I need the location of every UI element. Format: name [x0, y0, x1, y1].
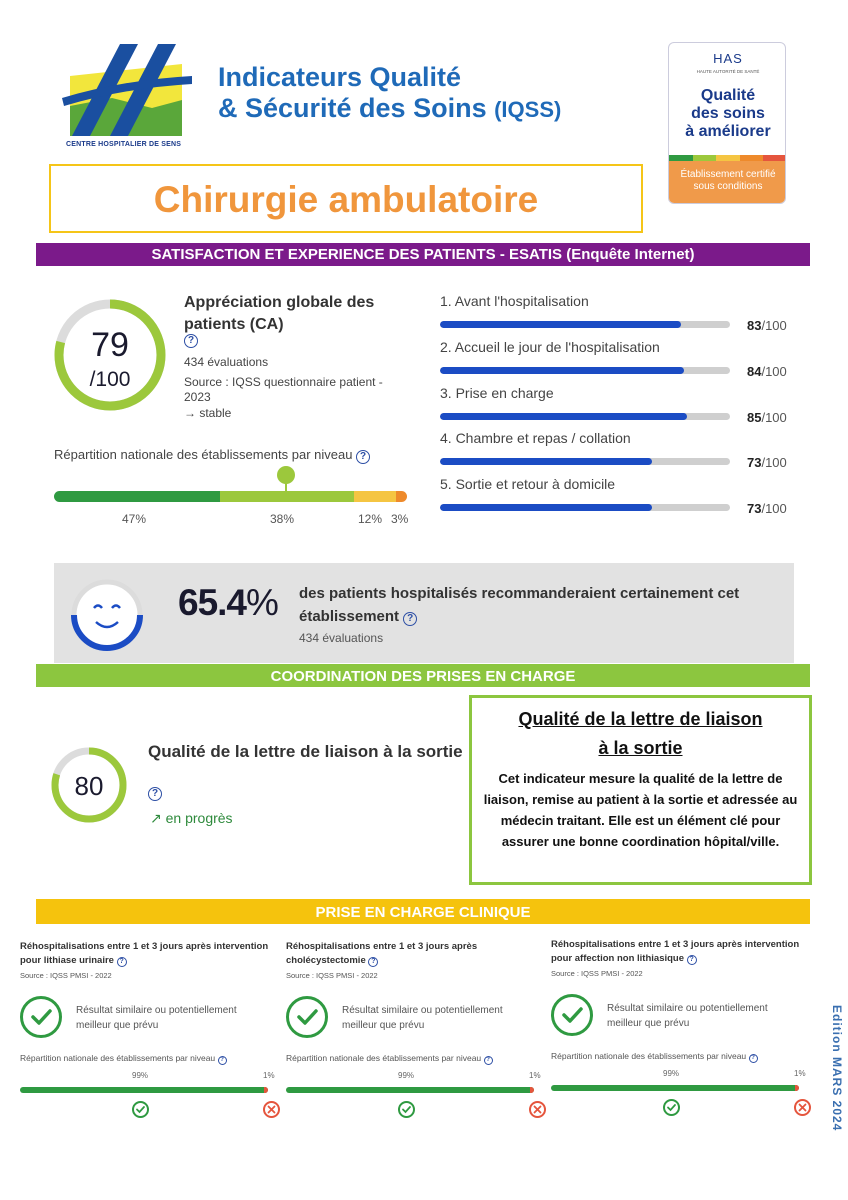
has-status-line: Qualité — [700, 87, 756, 104]
clinical-result: Résultat similaire ou potentiellement meilleur que prévu — [607, 1003, 768, 1029]
check-circle-icon — [551, 994, 593, 1036]
iqss-title-line1: Indicateurs Qualité — [218, 62, 462, 92]
cross-circle-icon — [794, 1099, 811, 1116]
clinical-result: Résultat similaire ou potentiellement meilleur que prévu — [76, 1005, 237, 1031]
recommendation-pct — [178, 582, 278, 624]
clinical-repartition-label — [20, 1053, 227, 1065]
ca-title: Appréciation globale des patients (CA) — [184, 294, 375, 333]
ll-title: Qualité de la lettre de liaison à la sortie — [148, 742, 463, 761]
sub-score-value — [747, 501, 787, 516]
clinical-repartition-text: Répartition nationale des établissements par niveau — [20, 1053, 216, 1063]
recommendation-text-body: des patients hospitalisés recommanderaient certainement cet établissement — [299, 585, 740, 625]
sub-score-label: 3. Prise en charge — [440, 385, 554, 401]
ca-score-gauge — [53, 298, 167, 412]
clinical-repartition-label — [286, 1053, 493, 1065]
clinical-title-text: Réhospitalisations entre 1 et 3 jours après cholécystectomie — [286, 941, 478, 966]
sub-score-label: 1. Avant l'hospitalisation — [440, 293, 589, 309]
sub-score-bar — [440, 321, 730, 328]
clinical-title-text: Réhospitalisations entre 1 et 3 jours après intervention pour affection non lithiasique — [551, 939, 800, 964]
iqss-title — [218, 62, 561, 125]
sub-score-number: 73 — [747, 501, 762, 516]
repartition-pct: 38% — [270, 512, 295, 526]
ll-trend: ↗ en progrès — [150, 810, 233, 826]
help-icon[interactable]: ? — [749, 1054, 758, 1063]
has-certification-status — [669, 161, 786, 204]
iqss-title-line2: & Sécurité des Soins — [218, 93, 487, 123]
clinical-pct-ko: 1% — [263, 1071, 275, 1080]
ll-info-box — [469, 695, 812, 885]
has-status-line: à améliorer — [685, 123, 771, 140]
cross-circle-icon — [263, 1101, 280, 1118]
section-band-coordination: COORDINATION DES PRISES EN CHARGE — [36, 664, 810, 687]
hospital-logo — [52, 36, 202, 151]
has-cert-line: Établissement certifié — [680, 169, 776, 180]
clinical-pct-ok: 99% — [398, 1071, 415, 1080]
recommendation-value: 65.4 — [178, 582, 247, 623]
check-circle-icon — [398, 1101, 415, 1118]
clinical-result: Résultat similaire ou potentiellement meilleur que prévu — [342, 1005, 503, 1031]
has-certification-badge — [668, 42, 786, 204]
ll-info-text: Cet indicateur mesure la qualité de la lettre de liaison, remise au patient à la sortie et adressée au médecin traitant. Elle est un élément clé pour assurer une bonne coordination hôpital/ville. — [483, 771, 798, 849]
clinical-source: Source : IQSS PMSI - 2022 — [20, 971, 112, 980]
clinical-repartition-bar — [20, 1087, 268, 1093]
sub-score-bar — [440, 504, 730, 511]
section-band-satisfaction: SATISFACTION ET EXPERIENCE DES PATIENTS - ESATIS (Enquête Internet) — [36, 243, 810, 266]
check-circle-icon — [132, 1101, 149, 1118]
clinical-bar-red-segment — [530, 1087, 534, 1093]
sub-score-value — [747, 455, 787, 470]
ll-info-title-line: Qualité de la lettre de liaison — [518, 709, 763, 729]
clinical-title-text: Réhospitalisations entre 1 et 3 jours après intervention pour lithiase urinaire — [20, 941, 269, 966]
help-icon[interactable]: ? — [184, 334, 198, 348]
clinical-source: Source : IQSS PMSI - 2022 — [286, 971, 378, 980]
page-title-box — [49, 164, 643, 233]
repartition-bar — [54, 491, 407, 502]
clinical-title — [20, 940, 275, 968]
help-icon[interactable]: ? — [484, 1056, 493, 1065]
clinical-repartition-bar — [551, 1085, 799, 1091]
recommendation-evaluations: 434 évaluations — [299, 631, 384, 645]
smiley-icon — [70, 578, 144, 652]
repartition-segment — [54, 491, 220, 502]
repartition-segment — [354, 491, 396, 502]
help-icon[interactable]: ? — [218, 1056, 227, 1065]
cross-circle-icon — [529, 1101, 546, 1118]
sub-score-label: 5. Sortie et retour à domicile — [440, 476, 616, 492]
sub-score-denominator: /100 — [761, 501, 787, 516]
repartition-pct: 47% — [122, 512, 147, 526]
has-cert-line: sous conditions — [693, 181, 763, 192]
check-circle-icon — [663, 1099, 680, 1116]
sub-score-denominator: /100 — [761, 364, 787, 379]
sub-score-fill — [440, 413, 687, 420]
ll-score-value: 80 — [74, 771, 104, 801]
help-icon[interactable]: ? — [148, 787, 162, 801]
check-circle-icon — [286, 996, 328, 1038]
clinical-repartition-text: Répartition nationale des établissements par niveau — [286, 1053, 482, 1063]
has-status-line: des soins — [691, 105, 765, 122]
sub-score-value — [747, 410, 787, 425]
ca-score-denominator: /100 — [89, 368, 131, 391]
edition-label: Edition MARS 2024 — [830, 1005, 844, 1132]
clinical-source: Source : IQSS PMSI - 2022 — [551, 969, 643, 978]
recommendation-text — [299, 582, 779, 628]
hospital-caption: CENTRE HOSPITALIER DE SENS — [66, 141, 182, 148]
sub-score-number: 85 — [747, 410, 762, 425]
sub-score-bar — [440, 413, 730, 420]
clinical-bar-red-segment — [795, 1085, 799, 1091]
ll-info-title-line: à la sortie — [598, 738, 683, 758]
sub-score-fill — [440, 458, 652, 465]
sub-score-value — [747, 364, 787, 379]
help-icon[interactable]: ? — [403, 612, 417, 626]
repartition-pct: 3% — [391, 512, 409, 526]
page-title: Chirurgie ambulatoire — [153, 179, 539, 220]
clinical-repartition-label — [551, 1051, 758, 1063]
sub-score-number: 84 — [747, 364, 762, 379]
sub-score-fill — [440, 504, 652, 511]
repartition-label — [54, 447, 370, 464]
sub-score-denominator: /100 — [761, 318, 787, 333]
help-icon[interactable]: ? — [356, 450, 370, 464]
help-icon[interactable]: ? — [117, 957, 127, 967]
repartition-segment — [220, 491, 354, 502]
clinical-title — [551, 938, 806, 966]
clinical-pct-ko: 1% — [529, 1071, 541, 1080]
has-subtitle: HAUTE AUTORITÉ DE SANTÉ — [696, 69, 760, 74]
recommendation-unit: % — [246, 582, 278, 623]
clinical-pct-ok: 99% — [663, 1069, 680, 1078]
clinical-repartition-bar — [286, 1087, 534, 1093]
clinical-pct-ok: 99% — [132, 1071, 149, 1080]
help-icon[interactable]: ? — [368, 957, 378, 967]
sub-score-label: 4. Chambre et repas / collation — [440, 430, 631, 446]
iqss-abbr: (IQSS) — [494, 97, 562, 122]
ll-score-gauge — [50, 746, 128, 824]
clinical-indicator — [286, 940, 541, 1080]
sub-score-denominator: /100 — [761, 455, 787, 470]
sub-score-number: 83 — [747, 318, 762, 333]
repartition-segment — [396, 491, 407, 502]
help-icon[interactable]: ? — [687, 955, 697, 965]
sub-score-fill — [440, 367, 684, 374]
sub-score-number: 73 — [747, 455, 762, 470]
ca-score-value: 79 — [91, 326, 129, 364]
ll-info-title — [472, 705, 809, 763]
clinical-indicator — [551, 938, 806, 1078]
sub-score-bar — [440, 458, 730, 465]
ca-source: Source : IQSS questionnaire patient - 2023 — [184, 375, 383, 404]
clinical-indicator — [20, 940, 275, 1080]
sub-score-denominator: /100 — [761, 410, 787, 425]
ca-evaluations: 434 évaluations — [184, 355, 269, 369]
clinical-bar-red-segment — [264, 1087, 268, 1093]
check-circle-icon — [20, 996, 62, 1038]
repartition-label-text: Répartition nationale des établissements par niveau — [54, 447, 353, 462]
clinical-title — [286, 940, 541, 968]
sub-score-label: 2. Accueil le jour de l'hospitalisation — [440, 339, 660, 355]
sub-score-fill — [440, 321, 681, 328]
clinical-repartition-text: Répartition nationale des établissements par niveau — [551, 1051, 747, 1061]
ca-trend: → stable — [184, 406, 232, 420]
has-status — [669, 87, 786, 141]
has-logo: HAS — [713, 51, 743, 66]
clinical-pct-ko: 1% — [794, 1069, 806, 1078]
sub-score-bar — [440, 367, 730, 374]
repartition-pct: 12% — [358, 512, 383, 526]
sub-score-value — [747, 318, 787, 333]
section-band-clinical: PRISE EN CHARGE CLINIQUE — [36, 899, 810, 924]
